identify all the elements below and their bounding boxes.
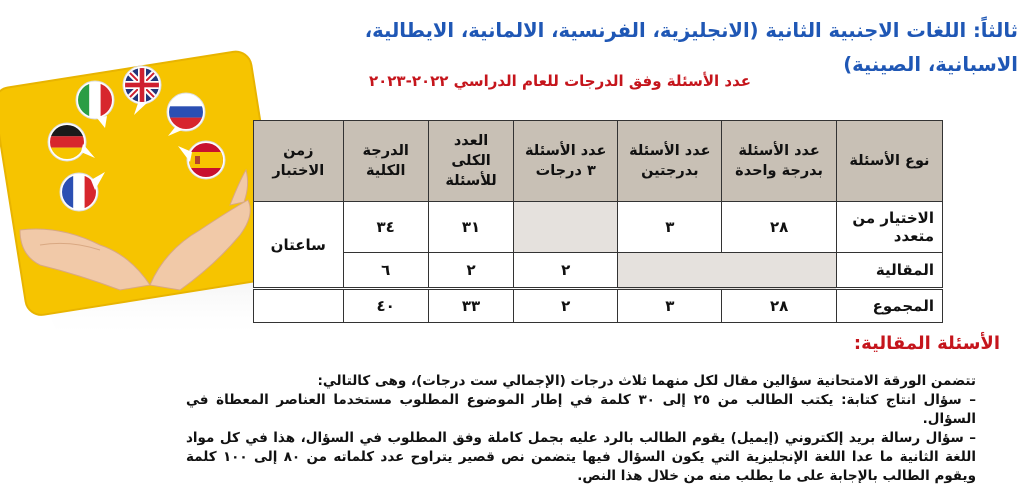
cell-total-score: ٤٠ <box>343 289 428 323</box>
cell-three-marks: ٢ <box>514 253 618 289</box>
languages-illustration <box>0 40 290 340</box>
cell-total-score: ٦ <box>343 253 428 289</box>
cell-one-mark: ٢٨ <box>722 202 836 253</box>
header-type: نوع الأسئلة <box>836 121 942 202</box>
cell-total-count: ٣١ <box>428 202 513 253</box>
cell-three-marks: ٢ <box>514 289 618 323</box>
table-row-mcq <box>254 202 943 253</box>
header-total-count: العدد الكلى للأسئلة <box>428 121 513 202</box>
essay-questions-title: الأسئلة المقالية: <box>853 333 1000 354</box>
table-header-row <box>254 121 943 202</box>
essay-item-email: – سؤال رسالة بريد إلكتروني (إيميل) يقوم الطالب بالرد عليه بجمل كاملة وفق المطلوب في السؤال، هذا في كل مواد اللغة الثانية ما عدا اللغة الإنجليزية التي يكون السؤال فيها يتضمن نص قصير يتراوح عدد كلماته من ٨٠ إلى ١٠٠ كلمة ويقوم الطالب بالإجابة على ما يطلب منه من خلال هذا النص. <box>186 430 976 484</box>
cell-total-score: ٣٤ <box>343 202 428 253</box>
cell-total-count: ٣٣ <box>428 289 513 323</box>
header-one-mark: عدد الأسئلة بدرجة واحدة <box>722 121 836 202</box>
cell-three-marks <box>514 202 618 253</box>
cell-type: الاختيار من متعدد <box>836 202 942 253</box>
cell-time-empty <box>254 289 344 323</box>
cell-one-mark: ٢٨ <box>722 289 836 323</box>
header-three-marks: عدد الأسئلة ٣ درجات <box>514 121 618 202</box>
essay-description <box>186 372 976 486</box>
essay-item-writing: – سؤال انتاج كتابة: يكتب الطالب من ٢٥ إلى ٣٠ كلمة في إطار الموضوع المطلوب مستخدما العناصر المعطاة في السؤال. <box>186 392 977 427</box>
questions-table <box>253 120 943 323</box>
table-row-total <box>254 289 943 323</box>
header-total-score: الدرجة الكلية <box>343 121 428 202</box>
header-time: زمن الاختبار <box>254 121 344 202</box>
cell-time: ساعتان <box>254 202 344 289</box>
table-subtitle: عدد الأسئلة وفق الدرجات للعام الدراسي ٢٠٢٢-٢٠٢٣ <box>368 72 752 90</box>
cell-type: المجموع <box>836 289 942 323</box>
cell-one-two-marks <box>618 253 837 289</box>
cell-total-count: ٢ <box>428 253 513 289</box>
header-two-marks: عدد الأسئلة بدرجتين <box>618 121 722 202</box>
table-row-essay <box>254 253 943 289</box>
cell-two-marks: ٣ <box>618 289 722 323</box>
section-heading: ثالثاً: اللغات الاجنبية الثانية (الانجليزية، الفرنسية، الالمانية، الايطالية، الاسبانية، الصينية) <box>364 19 1018 76</box>
cell-two-marks: ٣ <box>618 202 722 253</box>
essay-intro: تتضمن الورقة الامتحانية سؤالين مقال لكل منهما ثلاث درجات (الإجمالي ست درجات)، وهى كالتالي: <box>317 373 976 389</box>
cell-type: المقالية <box>836 253 942 289</box>
